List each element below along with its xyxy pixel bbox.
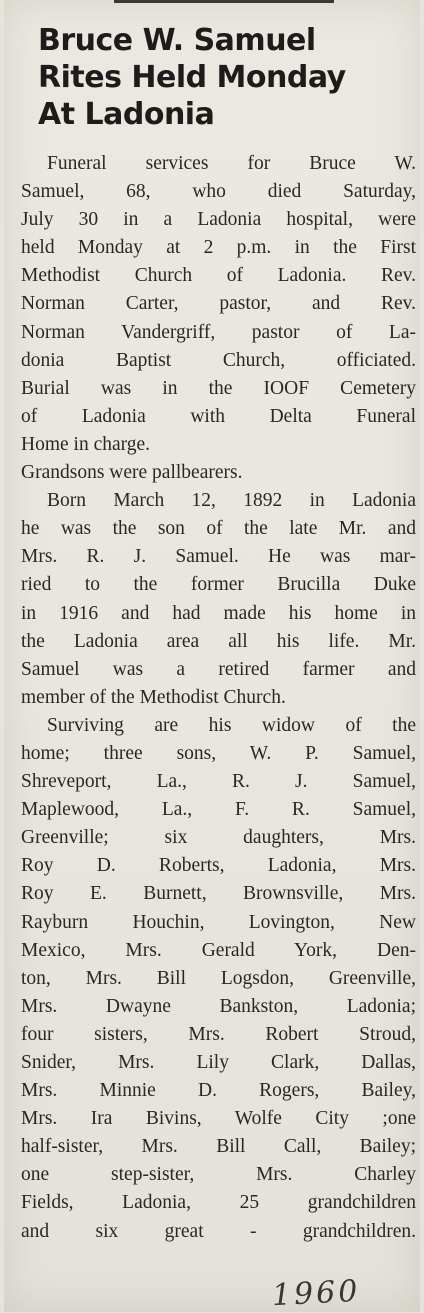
article-line: Mexico, Mrs. Gerald York, Den- — [21, 939, 416, 961]
article-line: Home in charge. — [21, 433, 151, 455]
article-line: and six great - grandchildren. — [21, 1220, 416, 1242]
article-line: Mrs. Ira Bivins, Wolfe City ;one — [21, 1108, 416, 1130]
article-line: held Monday at 2 p.m. in the First — [21, 237, 416, 259]
article-line: Mrs. R. J. Samuel. He was mar- — [21, 546, 416, 568]
article-line: Samuel was a retired farmer and — [21, 658, 416, 680]
article-line: Burial was in the IOOF Cemetery — [21, 377, 416, 399]
headline-line-1: Bruce W. Samuel — [38, 23, 316, 58]
article-line: of Ladonia with Delta Funeral — [21, 405, 416, 427]
top-rule — [114, 0, 334, 3]
article-line: home; three sons, W. P. Samuel, — [21, 742, 416, 764]
article-line: ried to the former Brucilla Duke — [21, 574, 416, 596]
article-line: four sisters, Mrs. Robert Stroud, — [21, 1023, 416, 1045]
article-body — [21, 150, 416, 1246]
article-line: Shreveport, La., R. J. Samuel, — [21, 771, 416, 793]
article-line: the Ladonia area all his life. Mr. — [21, 630, 416, 652]
article-line: Roy E. Burnett, Brownsville, Mrs. — [21, 883, 416, 905]
article-line: Rayburn Houchin, Lovington, New — [21, 911, 416, 933]
article-line: Surviving are his widow of the — [47, 714, 416, 736]
article-line: Roy D. Roberts, Ladonia, Mrs. — [21, 855, 416, 877]
article-line: Maplewood, La., F. R. Samuel, — [21, 799, 416, 821]
article-line: member of the Methodist Church. — [21, 686, 286, 708]
article-line: in 1916 and had made his home in — [21, 602, 416, 624]
article-line: donia Baptist Church, officiated. — [21, 349, 416, 371]
headline-line-3: At Ladonia — [38, 97, 215, 132]
article-line: Norman Carter, pastor, and Rev. — [21, 293, 416, 315]
article-line: Samuel, 68, who died Saturday, — [21, 181, 416, 203]
article-line: Born March 12, 1892 in Ladonia — [47, 490, 416, 512]
newspaper-clipping — [4, 0, 420, 1312]
article-line: Norman Vandergriff, pastor of La- — [21, 321, 416, 343]
article-line: Grandsons were pallbearers. — [21, 462, 243, 484]
article-line: Mrs. Dwayne Bankston, Ladonia; — [21, 995, 416, 1017]
article-line: Mrs. Minnie D. Rogers, Bailey, — [21, 1080, 416, 1102]
article-line: ton, Mrs. Bill Logsdon, Greenville, — [21, 967, 416, 989]
article-line: Greenville; six daughters, Mrs. — [21, 827, 416, 849]
article-line: Fields, Ladonia, 25 grandchildren — [21, 1192, 416, 1214]
handwritten-date: 1960 — [271, 1273, 362, 1313]
article-line: he was the son of the late Mr. and — [21, 518, 416, 540]
headline — [38, 22, 408, 133]
article-line: one step-sister, Mrs. Charley — [21, 1164, 416, 1186]
article-line: July 30 in a Ladonia hospital, were — [21, 209, 416, 231]
article-line: Methodist Church of Ladonia. Rev. — [21, 265, 416, 287]
headline-line-2: Rites Held Monday — [38, 60, 346, 95]
article-line: Snider, Mrs. Lily Clark, Dallas, — [21, 1052, 416, 1073]
article-line: Funeral services for Bruce W. — [47, 153, 416, 174]
article-line: half-sister, Mrs. Bill Call, Bailey; — [21, 1136, 416, 1158]
